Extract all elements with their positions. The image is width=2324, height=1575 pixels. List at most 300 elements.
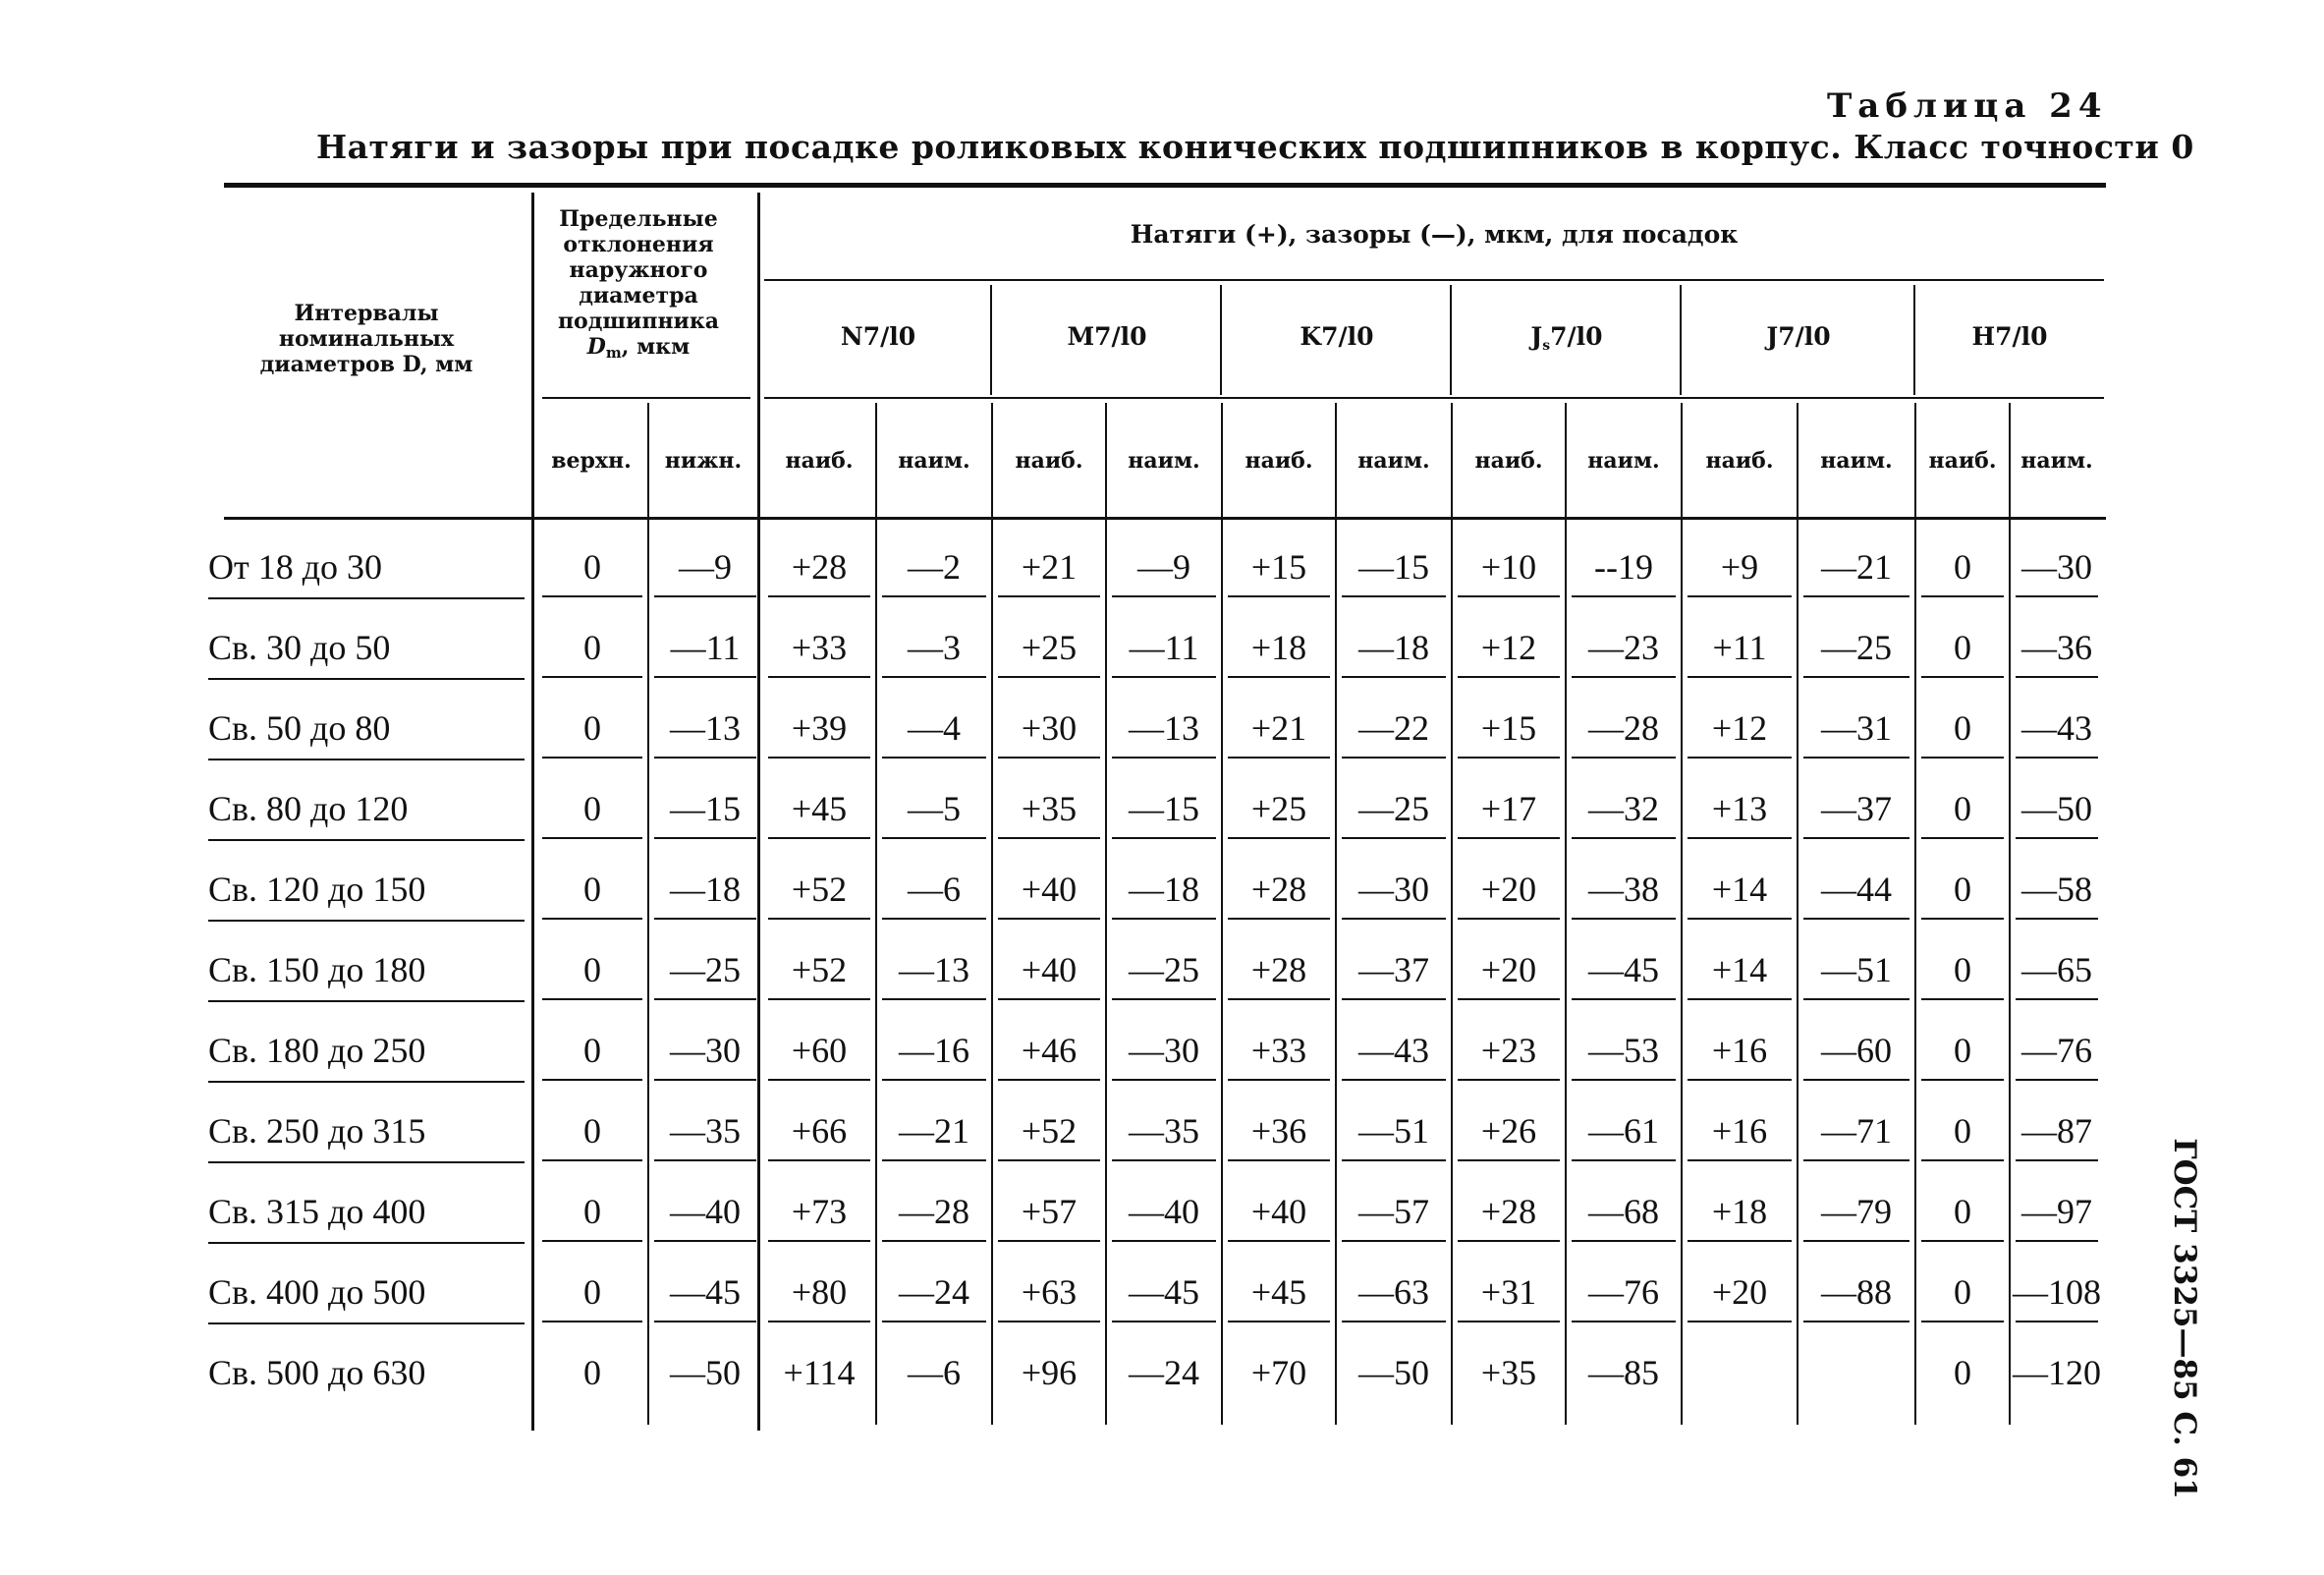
table-cell: —37: [1358, 950, 1429, 989]
cell-underline: [1342, 757, 1446, 759]
cell-underline: [1112, 757, 1216, 759]
cell-underline: [998, 918, 1100, 920]
table-cell: +96: [1021, 1353, 1078, 1392]
header-max: наиб.: [785, 448, 854, 474]
cell-underline: [654, 757, 756, 759]
table-cell: +52: [1021, 1111, 1078, 1151]
header-fit-js7: $J_s7/l0$: [1530, 322, 1603, 354]
table-cell: +21: [1021, 547, 1078, 587]
cell-underline: [1112, 1159, 1216, 1161]
table-cell: —76: [1588, 1272, 1659, 1312]
table-cell: +21: [1250, 708, 1307, 748]
table-cell: —25: [1821, 628, 1892, 667]
table-title: Натяги и зазоры при посадке роликовых конических подшипников в корпус. Класс точности 0: [316, 128, 2194, 166]
cell-underline: [1458, 998, 1560, 1000]
cell-underline: [1572, 1321, 1676, 1322]
header-min: наим.: [1357, 448, 1430, 474]
cell-underline: [654, 918, 756, 920]
table-cell: 0: [583, 1111, 601, 1151]
cell-underline: [1458, 1240, 1560, 1242]
cell-underline: [2016, 676, 2098, 678]
table-cell: +20: [1711, 1272, 1768, 1312]
table-cell: +30: [1021, 708, 1078, 748]
cell-underline: [1803, 918, 1909, 920]
table-cell: +11: [1712, 628, 1767, 667]
header-max: наиб.: [1705, 448, 1774, 474]
cell-underline: [654, 1079, 756, 1081]
cell-underline: [1921, 1240, 2004, 1242]
table-cell: +40: [1021, 870, 1078, 909]
table-cell: 0: [583, 1192, 601, 1231]
header-min: наим.: [1587, 448, 1660, 474]
table-cell: 0: [1954, 1353, 1971, 1392]
table-cell: +16: [1711, 1031, 1768, 1070]
table-cell: +15: [1250, 547, 1307, 587]
table-cell: 0: [583, 1272, 601, 1312]
cell-underline: [768, 918, 870, 920]
cell-underline: [2016, 1079, 2098, 1081]
cell-underline: [1688, 998, 1792, 1000]
row-interval-label: Св. 120 до 150: [208, 870, 426, 909]
table-cell: 0: [583, 950, 601, 989]
table-cell: +45: [1250, 1272, 1307, 1312]
table-cell: —58: [2021, 870, 2092, 909]
cell-underline: [1803, 595, 1909, 597]
cell-underline: [768, 1240, 870, 1242]
cell-underline: [542, 757, 642, 759]
cell-underline: [1921, 757, 2004, 759]
cell-underline: [654, 837, 756, 839]
table-cell: 0: [1954, 1111, 1971, 1151]
header-max: наиб.: [1015, 448, 1083, 474]
cell-underline: [542, 1079, 642, 1081]
table-cell: +20: [1480, 870, 1537, 909]
table-cell: +12: [1711, 708, 1768, 748]
table-cell: +39: [791, 708, 848, 748]
header-max: наиб.: [1245, 448, 1313, 474]
table-cell: 0: [1954, 1272, 1971, 1312]
row-underline: [208, 920, 525, 922]
table-cell: 0: [583, 870, 601, 909]
table-cell: —21: [899, 1111, 969, 1151]
cell-underline: [882, 1321, 986, 1322]
table-cell: —24: [1129, 1353, 1199, 1392]
table-cell: —18: [670, 870, 741, 909]
table-cell: 0: [583, 628, 601, 667]
cell-underline: [2016, 1159, 2098, 1161]
table-cell: —30: [670, 1031, 741, 1070]
table-cell: —30: [1129, 1031, 1199, 1070]
cell-underline: [1228, 1159, 1330, 1161]
table-cell: +35: [1480, 1353, 1537, 1392]
table-cell: —35: [1129, 1111, 1199, 1151]
cell-underline: [1572, 918, 1676, 920]
table-cell: —76: [2021, 1031, 2092, 1070]
cell-underline: [998, 676, 1100, 678]
row-underline: [208, 759, 525, 760]
cell-underline: [1803, 676, 1909, 678]
table-cell: —15: [1358, 547, 1429, 587]
table-cell: +52: [791, 870, 848, 909]
cell-underline: [1228, 1079, 1330, 1081]
table-cell: +45: [791, 789, 848, 828]
table-cell: —40: [670, 1192, 741, 1231]
table-cell: +18: [1250, 628, 1307, 667]
table-cell: +14: [1711, 950, 1768, 989]
table-cell: —25: [670, 950, 741, 989]
header-max: наиб.: [1474, 448, 1543, 474]
row-underline: [208, 1322, 525, 1324]
cell-underline: [654, 595, 756, 597]
rule-top: [224, 183, 2106, 188]
cell-underline: [1921, 1321, 2004, 1322]
cell-underline: [1342, 676, 1446, 678]
header-lower: нижн.: [664, 448, 743, 474]
row-underline: [208, 839, 525, 841]
table-cell: +13: [1711, 789, 1768, 828]
cell-underline: [1688, 595, 1792, 597]
cell-underline: [1458, 1321, 1560, 1322]
table-cell: +70: [1250, 1353, 1307, 1392]
table-cell: —13: [1129, 708, 1199, 748]
rule-fits-caption: [764, 279, 2104, 281]
table-cell: —50: [1358, 1353, 1429, 1392]
table-cell: —30: [2021, 547, 2092, 587]
cell-underline: [1112, 1321, 1216, 1322]
cell-underline: [2016, 1240, 2098, 1242]
table-cell: 0: [583, 547, 601, 587]
cell-underline: [1342, 595, 1446, 597]
table-cell: 0: [583, 1353, 601, 1392]
cell-underline: [1803, 757, 1909, 759]
table-cell: +18: [1711, 1192, 1768, 1231]
cell-underline: [2016, 837, 2098, 839]
table-cell: —35: [670, 1111, 741, 1151]
cell-underline: [768, 837, 870, 839]
cell-underline: [998, 998, 1100, 1000]
cell-underline: [542, 1159, 642, 1161]
table-cell: —6: [908, 870, 961, 909]
rule-fit-divider: [990, 285, 992, 395]
cell-underline: [2016, 595, 2098, 597]
cell-underline: [1342, 1159, 1446, 1161]
table-cell: —18: [1129, 870, 1199, 909]
cell-underline: [2016, 998, 2098, 1000]
cell-underline: [998, 757, 1100, 759]
table-cell: +57: [1021, 1192, 1078, 1231]
cell-underline: [1921, 998, 2004, 1000]
table-cell: —85: [1588, 1353, 1659, 1392]
cell-underline: [1572, 837, 1676, 839]
cell-underline: [542, 676, 642, 678]
header-fit-h7: H7/l0: [1971, 322, 2048, 351]
row-interval-label: Св. 30 до 50: [208, 628, 391, 667]
table-cell: —15: [1129, 789, 1199, 828]
table-cell: —51: [1358, 1111, 1429, 1151]
table-cell: +63: [1021, 1272, 1078, 1312]
header-max: наиб.: [1928, 448, 1997, 474]
cell-underline: [998, 595, 1100, 597]
cell-underline: [1803, 998, 1909, 1000]
cell-underline: [882, 1159, 986, 1161]
header-min: наим.: [2020, 448, 2093, 474]
cell-underline: [1572, 1240, 1676, 1242]
cell-underline: [1342, 1321, 1446, 1322]
table-cell: —44: [1821, 870, 1892, 909]
cell-underline: [1112, 998, 1216, 1000]
table-cell: —28: [899, 1192, 969, 1231]
cell-underline: [1228, 1321, 1330, 1322]
table-cell: —25: [1129, 950, 1199, 989]
row-underline: [208, 1161, 525, 1163]
row-underline: [208, 1242, 525, 1244]
table-cell: —40: [1129, 1192, 1199, 1231]
cell-underline: [1688, 1159, 1792, 1161]
table-cell: —3: [908, 628, 961, 667]
cell-underline: [1458, 757, 1560, 759]
table-cell: —36: [2021, 628, 2092, 667]
cell-underline: [1572, 1159, 1676, 1161]
header-min: наим.: [1820, 448, 1893, 474]
table-cell: +16: [1711, 1111, 1768, 1151]
cell-underline: [1803, 1321, 1909, 1322]
table-cell: +33: [1250, 1031, 1307, 1070]
cell-underline: [542, 998, 642, 1000]
table-cell: +23: [1480, 1031, 1537, 1070]
table-cell: —13: [670, 708, 741, 748]
rule-deviation: [542, 397, 750, 399]
table-cell: —37: [1821, 789, 1892, 828]
row-underline: [208, 597, 525, 599]
cell-underline: [1228, 595, 1330, 597]
cell-underline: [1688, 1079, 1792, 1081]
row-interval-label: Св. 250 до 315: [208, 1111, 426, 1151]
header-min: наим.: [1128, 448, 1200, 474]
table-cell: —2: [908, 547, 961, 587]
cell-underline: [1572, 676, 1676, 678]
rule-fit-divider: [1450, 285, 1452, 395]
table-cell: —30: [1358, 870, 1429, 909]
cell-underline: [882, 676, 986, 678]
cell-underline: [1112, 918, 1216, 920]
cell-underline: [1342, 998, 1446, 1000]
table-cell: +31: [1480, 1272, 1537, 1312]
cell-underline: [1458, 595, 1560, 597]
cell-underline: [998, 837, 1100, 839]
cell-underline: [1342, 837, 1446, 839]
row-interval-label: Св. 80 до 120: [208, 789, 409, 828]
table-cell: —15: [670, 789, 741, 828]
table-cell: +114: [783, 1353, 856, 1392]
cell-underline: [654, 676, 756, 678]
table-cell: —88: [1821, 1272, 1892, 1312]
table-cell: +73: [791, 1192, 848, 1231]
table-cell: 0: [1954, 870, 1971, 909]
row-underline: [208, 678, 525, 680]
cell-underline: [1228, 1240, 1330, 1242]
cell-underline: [1572, 595, 1676, 597]
table-cell: 0: [1954, 708, 1971, 748]
table-cell: —11: [670, 628, 741, 667]
table-cell: 0: [1954, 1031, 1971, 1070]
cell-underline: [768, 1321, 870, 1322]
table-cell: +10: [1480, 547, 1537, 587]
table-cell: 0: [583, 789, 601, 828]
table-cell: —108: [2013, 1272, 2101, 1312]
table-cell: —5: [908, 789, 961, 828]
header-min: наим.: [898, 448, 970, 474]
table-cell: —50: [2021, 789, 2092, 828]
cell-underline: [1228, 676, 1330, 678]
cell-underline: [1342, 1079, 1446, 1081]
cell-underline: [1112, 595, 1216, 597]
table-cell: —50: [670, 1353, 741, 1392]
cell-underline: [1688, 676, 1792, 678]
cell-underline: [1803, 1159, 1909, 1161]
cell-underline: [1688, 1240, 1792, 1242]
cell-underline: [882, 757, 986, 759]
table-cell: +40: [1021, 950, 1078, 989]
table-cell: 0: [1954, 628, 1971, 667]
table-cell: 0: [1954, 789, 1971, 828]
row-interval-label: Св. 315 до 400: [208, 1192, 426, 1231]
table-number: Таблица 24: [1827, 86, 2108, 126]
table-cell: +12: [1480, 628, 1537, 667]
row-interval-label: Св. 50 до 80: [208, 708, 391, 748]
cell-underline: [1112, 1079, 1216, 1081]
table-cell: —28: [1588, 708, 1659, 748]
table-cell: —38: [1588, 870, 1659, 909]
header-fit-j7: J7/l0: [1766, 322, 1831, 351]
cell-underline: [998, 1079, 1100, 1081]
cell-underline: [882, 998, 986, 1000]
cell-underline: [1228, 998, 1330, 1000]
table-cell: —21: [1821, 547, 1892, 587]
table-cell: +20: [1480, 950, 1537, 989]
cell-underline: [1228, 837, 1330, 839]
cell-underline: [2016, 757, 2098, 759]
header-fits-caption: Натяги (+), зазоры (—), мкм, для посадок: [1130, 220, 1739, 249]
cell-underline: [1458, 1159, 1560, 1161]
table-cell: +28: [791, 547, 848, 587]
cell-underline: [1803, 837, 1909, 839]
table-cell: +52: [791, 950, 848, 989]
table-cell: —57: [1358, 1192, 1429, 1231]
cell-underline: [542, 837, 642, 839]
cell-underline: [2016, 1321, 2098, 1322]
cell-underline: [1458, 676, 1560, 678]
rule-fit-divider: [1220, 285, 1222, 395]
rule-fit-divider: [1913, 285, 1915, 395]
row-interval-label: Св. 180 до 250: [208, 1031, 426, 1070]
table-cell: —45: [670, 1272, 741, 1312]
table-cell: +25: [1021, 628, 1078, 667]
table-cell: —60: [1821, 1031, 1892, 1070]
cell-underline: [542, 595, 642, 597]
table-cell: 0: [1954, 547, 1971, 587]
table-cell: —18: [1358, 628, 1429, 667]
cell-underline: [768, 1079, 870, 1081]
header-interval: Интервалы номинальных диаметров D, мм: [259, 301, 473, 377]
cell-underline: [1921, 1079, 2004, 1081]
table-cell: —45: [1129, 1272, 1199, 1312]
table-cell: —32: [1588, 789, 1659, 828]
cell-underline: [1688, 918, 1792, 920]
table-cell: —87: [2021, 1111, 2092, 1151]
table-cell: —51: [1821, 950, 1892, 989]
cell-underline: [1342, 918, 1446, 920]
table-cell: +26: [1480, 1111, 1537, 1151]
table-cell: —13: [899, 950, 969, 989]
table-cell: +36: [1250, 1111, 1307, 1151]
cell-underline: [882, 1079, 986, 1081]
cell-underline: [1803, 1240, 1909, 1242]
table-cell: +15: [1480, 708, 1537, 748]
cell-underline: [998, 1240, 1100, 1242]
row-interval-label: Св. 400 до 500: [208, 1272, 426, 1312]
table-cell: —31: [1821, 708, 1892, 748]
table-cell: +35: [1021, 789, 1078, 828]
row-underline: [208, 1000, 525, 1002]
cell-underline: [2016, 918, 2098, 920]
table-cell: —45: [1588, 950, 1659, 989]
cell-underline: [882, 595, 986, 597]
row-interval-label: Св. 500 до 630: [208, 1353, 426, 1392]
rule-col-label: [531, 193, 534, 1431]
row-interval-label: Св. 150 до 180: [208, 950, 426, 989]
cell-underline: [998, 1159, 1100, 1161]
header-fit-k7: K7/l0: [1300, 322, 1374, 351]
cell-underline: [1803, 1079, 1909, 1081]
cell-underline: [768, 757, 870, 759]
table-cell: —61: [1588, 1111, 1659, 1151]
cell-underline: [1688, 1321, 1792, 1322]
table-cell: +17: [1480, 789, 1537, 828]
header-deviation: Предельные отклонения наружного диаметра подшипника $D_m$, мкм: [557, 206, 720, 362]
table-cell: —79: [1821, 1192, 1892, 1231]
table-cell: —43: [2021, 708, 2092, 748]
table-cell: —71: [1821, 1111, 1892, 1151]
cell-underline: [882, 918, 986, 920]
row-interval-label: От 18 до 30: [208, 547, 383, 587]
cell-underline: [654, 1321, 756, 1322]
table-cell: +66: [791, 1111, 848, 1151]
table-cell: +40: [1250, 1192, 1307, 1231]
table-cell: +60: [791, 1031, 848, 1070]
rule-fit-divider: [1680, 285, 1682, 395]
table-cell: +46: [1021, 1031, 1078, 1070]
row-underline: [208, 1081, 525, 1083]
table-cell: +9: [1720, 547, 1759, 587]
table-cell: —6: [908, 1353, 961, 1392]
cell-underline: [542, 1321, 642, 1322]
cell-underline: [768, 595, 870, 597]
table-cell: —24: [899, 1272, 969, 1312]
table-cell: 0: [1954, 950, 1971, 989]
cell-underline: [882, 837, 986, 839]
table-cell: —22: [1358, 708, 1429, 748]
table-cell: +80: [791, 1272, 848, 1312]
cell-underline: [1572, 998, 1676, 1000]
cell-underline: [542, 918, 642, 920]
header-upper: верхн.: [551, 448, 632, 474]
table-cell: —9: [679, 547, 732, 587]
cell-underline: [542, 1240, 642, 1242]
cell-underline: [1921, 676, 2004, 678]
table-cell: +28: [1250, 870, 1307, 909]
table-cell: —120: [2013, 1353, 2101, 1392]
cell-underline: [1921, 1159, 2004, 1161]
